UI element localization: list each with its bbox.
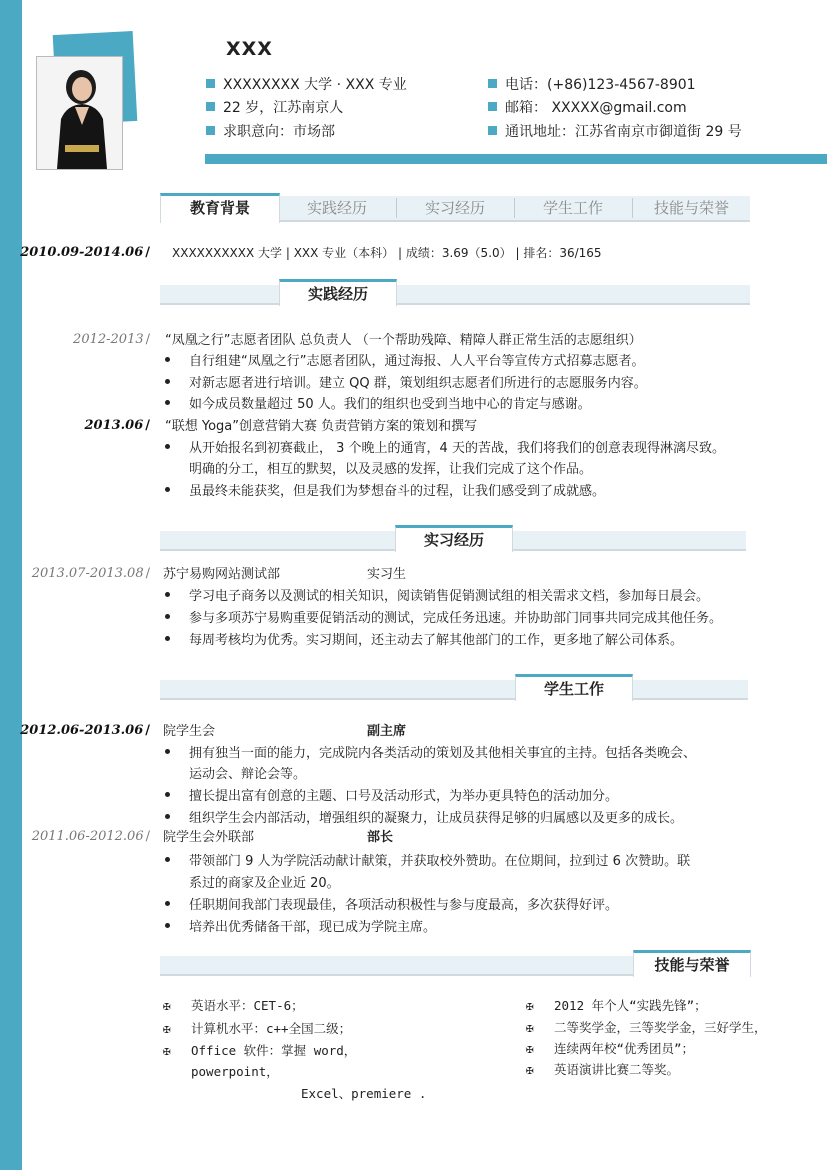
info-objective: 求职意向：市场部 (206, 121, 335, 141)
section-title-student-work: 学生工作 (515, 674, 633, 701)
skill-item-continuation: Excel、premiere . (301, 1086, 427, 1101)
cross-bullet-icon: ✠ (163, 998, 171, 1013)
header-divider (205, 154, 827, 164)
section-title-internship: 实习经历 (395, 525, 513, 552)
section-title-practice: 实践经历 (279, 279, 397, 306)
cross-bullet-icon: ✠ (163, 1021, 171, 1036)
intern-role: 实习生 (367, 567, 407, 582)
avatar (36, 56, 123, 170)
info-email: 邮箱： XXXXX@gmail.com (488, 97, 687, 117)
info-phone: 电话：(+86)123-4567-8901 (488, 74, 696, 94)
square-bullet-icon (206, 126, 215, 135)
list-item: 培养出优秀储备干部，现已成为学院主席。 (165, 916, 436, 935)
intern-date: 2013.07-2013.08 / (31, 566, 150, 581)
practice-date: 2013.06 / (84, 418, 150, 433)
tab-skills: 技能与荣誉 (653, 199, 729, 217)
honor-item: ✠ 2012 年个人“实践先锋”； (526, 998, 707, 1013)
list-item: 从开始报名到初赛截止， 3 个晚上的通宵，4 天的苦战，我们将我们的创意表现得淋漓尽致。 (165, 437, 725, 456)
intern-company: 苏宁易购网站测试部 (163, 567, 281, 582)
list-item: 任职期间我部门表现最佳，各项活动积极性与参与度最高，多次获得好评。 (165, 894, 618, 913)
honor-item: ✠ 二等奖学金，三等奖学金，三好学生， (526, 1020, 767, 1035)
tab-student-work: 学生工作 (542, 199, 603, 217)
list-item: 每周考核均为优秀。实习期间，还主动去了解其他部门的工作，更多地了解公司体系。 (165, 629, 683, 648)
list-item: 虽最终未能获奖，但是我们为梦想奋斗的过程，让我们感受到了成就感。 (165, 480, 605, 499)
list-item: 参与多项苏宁易购重要促销活动的测试，完成任务迅速。并协助部门同事共同完成其他任务。 (165, 607, 722, 626)
honor-item: ✠ 连续两年校“优秀团员”； (526, 1041, 695, 1056)
info-age: 22 岁，江苏南京人 (206, 97, 343, 117)
square-bullet-icon (206, 102, 215, 111)
student-date: 2011.06-2012.06 / (31, 829, 150, 844)
cross-bullet-icon: ✠ (163, 1043, 171, 1058)
left-accent-bar (0, 0, 22, 1170)
tab-practice: 实践经历 (306, 199, 367, 217)
tab-education: 教育背景 (160, 193, 280, 223)
list-item: 组织学生会内部活动，增强组织的凝聚力，让成员获得足够的归属感以及更多的成长。 (165, 807, 683, 826)
info-school: XXXXXXXX 大学 · XXX 专业 (206, 74, 407, 94)
skill-item: ✠ 英语水平：CET-6； (163, 998, 304, 1013)
skill-item: ✠ Office 软件：掌握 word， (163, 1043, 357, 1058)
square-bullet-icon (206, 79, 215, 88)
student-date: 2012.06-2013.06 / (20, 723, 150, 738)
cross-bullet-icon: ✠ (526, 1062, 534, 1077)
list-item: 自行组建“凤凰之行”志愿者团队，通过海报、人人平台等宣传方式招募志愿者。 (165, 350, 644, 369)
square-bullet-icon (488, 126, 497, 135)
candidate-name: XXX (226, 38, 273, 60)
student-role: 部长 (367, 830, 394, 845)
list-item-continuation: 系过的商家及企业近 20。 (189, 876, 340, 891)
list-item: 拥有独当一面的能力，完成院内各类活动的策划及其他相关事宜的主持。包括各类晚会、 (165, 742, 696, 761)
skill-item: ✠ 计算机水平：c++全国二级； (163, 1021, 352, 1036)
tab-internship: 实习经历 (424, 199, 485, 217)
section-bar (160, 285, 750, 305)
practice-entry-head: “凤凰之行”志愿者团队 总负责人 （一个帮助残障、精障人群正常生活的志愿组织） (165, 333, 642, 348)
square-bullet-icon (488, 102, 497, 111)
list-item: 学习电子商务以及测试的相关知识，阅读销售促销测试组的相关需求文档，参加每日晨会。 (165, 585, 709, 604)
list-item-continuation: 运动会、辩论会等。 (189, 767, 307, 782)
section-title-skills: 技能与荣誉 (633, 950, 751, 977)
student-org: 院学生会外联部 (163, 830, 255, 845)
education-date: 2010.09-2014.06 / (20, 245, 150, 260)
list-item-continuation: 明确的分工，相互的默契，以及灵感的发挥，让我们完成了这个作品。 (189, 462, 593, 477)
education-details: XXXXXXXXXX 大学 | XXX 专业（本科） | 成绩：3.69（5.0） | 排名：36/165 (172, 246, 602, 260)
list-item: 如今成员数量超过 50 人。我们的组织也受到当地中心的肯定与感谢。 (165, 393, 591, 412)
cross-bullet-icon: ✠ (526, 1041, 534, 1056)
info-address: 通讯地址：江苏省南京市御道街 29 号 (488, 121, 742, 141)
list-item: 对新志愿者进行培训。建立 QQ 群，策划组织志愿者们所进行的志愿服务内容。 (165, 372, 647, 391)
cross-bullet-icon: ✠ (526, 998, 534, 1013)
square-bullet-icon (488, 79, 497, 88)
list-item: 带领部门 9 人为学院活动献计献策，并获取校外赞助。在位期间，拉到过 6 次赞助。联 (165, 850, 690, 869)
practice-entry-head: “联想 Yoga”创意营销大赛 负责营销方案的策划和撰写 (165, 419, 478, 434)
section-tabs (160, 196, 750, 222)
honor-item: ✠ 英语演讲比赛二等奖。 (526, 1062, 680, 1077)
student-org: 院学生会 (163, 724, 216, 739)
skill-item-continuation: powerpoint， (191, 1064, 279, 1079)
practice-date: 2012-2013 / (73, 332, 150, 347)
cross-bullet-icon: ✠ (526, 1020, 534, 1035)
list-item: 擅长提出富有创意的主题、口号及活动形式，为举办更具特色的活动加分。 (165, 785, 618, 804)
section-bar (160, 680, 748, 700)
student-role: 副主席 (367, 724, 407, 739)
